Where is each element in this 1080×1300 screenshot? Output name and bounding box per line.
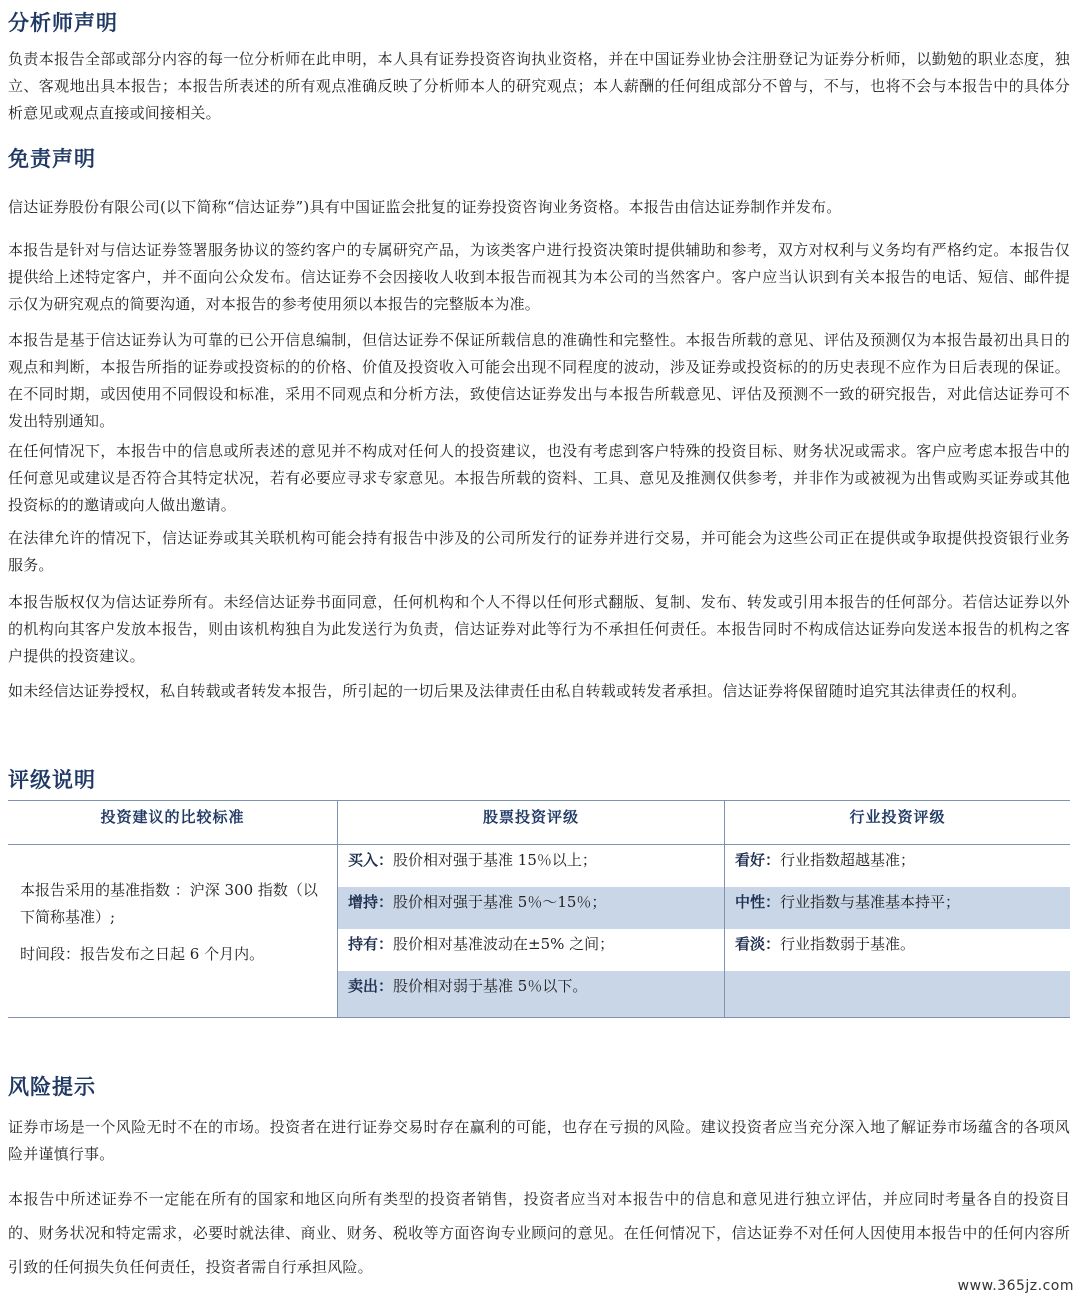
disclaimer-paragraph: 本报告是基于信达证券认为可靠的已公开信息编制，但信达证券不保证所载信息的准确性和完整性。本报告所载的意见、评估及预测仅为本报告最初出具日的观点和判断，本报告所指的证券或投资标的的价格、价值及投资收入可能会出现不同程度的波动，涉及证券或投资标的的历史表现不应作为日后表现的保证。在不同时期，或因使用不同假设和标准，采用不同观点和分析方法，致使信达证券发出与本报告所载意见、评估及预测不一致的研究报告，对此信达证券可不发出特别通知。: [8, 331, 1070, 430]
analyst-statement-title: 分析师声明: [8, 11, 118, 35]
header-stock-rating: 股票投资评级: [482, 808, 579, 826]
header-industry-rating: 行业投资评级: [849, 808, 946, 826]
disclaimer-paragraph: 在任何情况下，本报告中的信息或所表述的意见并不构成对任何人的投资建议，也没有考虑到客户特殊的投资目标、财务状况或需求。客户应考虑本报告中的任何意见或建议是否符合其特定状况，若有必要应寻求专家意见。本报告所载的资料、工具、意见及推测仅供参考，并非作为或被视为出售或购买证券或其他投资标的的邀请或向人做出邀请。: [8, 442, 1070, 514]
disclaimer-paragraph: 在法律允许的情况下，信达证券或其关联机构可能会持有报告中涉及的公司所发行的证券并进行交易，并可能会为这些公司正在提供或争取提供投资银行业务服务。: [8, 529, 1070, 574]
rating-desc: 股价相对强于基准 5％～15％；: [393, 893, 607, 911]
header-benchmark: 投资建议的比较标准: [100, 808, 245, 826]
disclaimer-paragraph: 信达证券股份有限公司(以下简称“信达证券”)具有中国证监会批复的证券投资咨询业务资格。本报告由信达证券制作并发布。: [8, 198, 842, 216]
stock-rating-sell: [338, 971, 724, 1017]
rating-label: 看好：: [735, 851, 781, 869]
industry-rating-neutral: [725, 887, 1070, 929]
rating-desc: 股价相对弱于基准 5％以下。: [393, 977, 588, 995]
rating-label: 持有：: [348, 935, 394, 953]
rating-title: 评级说明: [8, 768, 96, 792]
analyst-statement-text: 负责本报告全部或部分内容的每一位分析师在此申明，本人具有证券投资咨询执业资格，并在中国证券业协会注册登记为证券分析师，以勤勉的职业态度，独立、客观地出具本报告；本报告所表述的所有观点准确反映了分析师本人的研究观点；本人薪酬的任何组成部分不曾与，不与，也将不会与本报告中的具体分析意见或观点直接或间接相关。: [8, 50, 1070, 122]
disclaimer-paragraph: 如未经信达证券授权，私自转载或者转发本报告，所引起的一切后果及法律责任由私自转载或转发者承担。信达证券将保留随时追究其法律责任的权利。: [8, 682, 1027, 700]
industry-rating-empty: [725, 971, 1070, 1017]
disclaimer-paragraph: 本报告版权仅为信达证券所有。未经信达证券书面同意，任何机构和个人不得以任何形式翻版、复制、发布、转发或引用本报告的任何部分。若信达证券以外的机构向其客户发放本报告，则由该机构独自为此发送行为负责，信达证券对此等行为不承担任何责任。本报告同时不构成信达证券向发送本报告的机构之客户提供的投资建议。: [8, 593, 1070, 665]
rating-desc: 行业指数超越基准；: [780, 851, 916, 869]
stock-rating-buy: [338, 845, 724, 887]
stock-rating-overweight: [338, 887, 724, 929]
rating-label: 中性：: [735, 893, 781, 911]
benchmark-cell: [8, 845, 337, 1017]
rating-desc: 股价相对强于基准 15％以上；: [393, 851, 597, 869]
rating-label: 增持：: [348, 893, 394, 911]
watermark: www.365jz.com: [957, 1278, 1074, 1294]
rating-label: 卖出：: [348, 977, 394, 995]
disclaimer-title: 免责声明: [8, 147, 96, 171]
risk-paragraph: 本报告中所述证券不一定能在所有的国家和地区向所有类型的投资者销售，投资者应当对本报告中的信息和意见进行独立评估，并应同时考量各自的投资目的、财务状况和特定需求，必要时就法律、商业、财务、税收等方面咨询专业顾问的意见。在任何情况下，信达证券不对任何人因使用本报告中的任何内容所引致的任何损失负任何责任，投资者需自行承担风险。: [8, 1190, 1070, 1276]
rating-label: 看淡：: [735, 935, 781, 953]
industry-rating-negative: [725, 929, 1070, 971]
rating-desc: 行业指数弱于基准。: [780, 935, 916, 953]
industry-rating-positive: [725, 845, 1070, 887]
stock-rating-hold: [338, 929, 724, 971]
benchmark-period-text: 时间段：报告发布之日起 6 个月内。: [20, 945, 265, 963]
rating-label: 买入：: [348, 851, 394, 869]
rating-table: [8, 800, 1070, 1018]
rating-desc: 行业指数与基准基本持平；: [780, 893, 961, 911]
disclaimer-paragraph: 本报告是针对与信达证券签署服务协议的签约客户的专属研究产品，为该类客户进行投资决策时提供辅助和参考，双方对权利与义务均有严格约定。本报告仅提供给上述特定客户，并不面向公众发布。信达证券不会因接收人收到本报告而视其为本公司的当然客户。客户应当认识到有关本报告的电话、短信、邮件提示仅为研究观点的简要沟通，对本报告的参考使用须以本报告的完整版本为准。: [8, 241, 1070, 313]
risk-title: 风险提示: [8, 1075, 96, 1099]
benchmark-index-text: 本报告采用的基准指数 ：沪深 300 指数（以下简称基准）;: [20, 881, 318, 926]
rating-desc: 股价相对基准波动在±5% 之间；: [393, 935, 615, 953]
risk-paragraph: 证券市场是一个风险无时不在的市场。投资者在进行证券交易时存在赢利的可能，也存在亏损的风险。建议投资者应当充分深入地了解证券市场蕴含的各项风险并谨慎行事。: [8, 1118, 1070, 1163]
